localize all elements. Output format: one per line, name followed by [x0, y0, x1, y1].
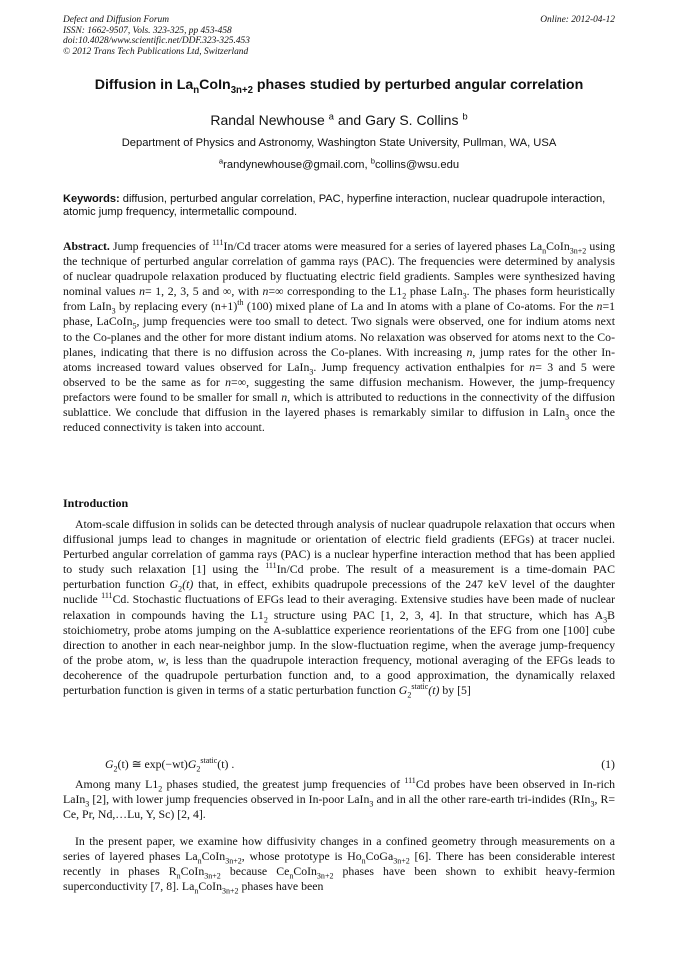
- email-a: randynewhouse@gmail.com,: [223, 159, 371, 171]
- intro-paragraph-3: In the present paper, we examine how diffusivity changes in a confined geometry through measurements on a series of layered phases $La_nCoIn_{3n+2}$, whose prototype is $Ho_nCoGa_{3n+2}$ [6]. There has been considerable interest recently in phases $R_nCoIn_{3n+2}$ because $Ce_nCoIn_{3n+2}$ phases have been shown to exhibit heavy-fermion superconductivity [7, 8]. $La_nCoIn_{3n+2}$ phases have been: [63, 834, 615, 896]
- email-b: collins@wsu.edu: [374, 159, 460, 171]
- abstract-label: Abstract.: [63, 239, 110, 253]
- author-emails: $^a$randynewhouse@gmail.com, $^b$collins@wsu.edu: [218, 156, 460, 171]
- online-date: Online: 2012-04-12: [540, 15, 615, 25]
- issn-line: ISSN: 1662-9507, Vols. 323-325, pp 453-458: [63, 25, 232, 36]
- section-heading-introduction: Introduction: [63, 496, 129, 510]
- equation-number: (1): [601, 757, 615, 771]
- paper-title: Diffusion in $La_nCoIn_{3n+2}$ phases studied by perturbed angular correlation: [94, 77, 584, 96]
- keywords: [63, 193, 615, 220]
- author-1: Randal Newhouse: [210, 112, 325, 128]
- equation-body: $G_2(t)$ ≅ $\exp(-wt)G_2^{static}(t)$ .: [105, 756, 235, 774]
- doi-line: doi:10.4028/www.scientific.net/DDF.323-325.453: [63, 36, 250, 47]
- intro-paragraph-2: Among many $L1_2$ phases studied, the greatest jump frequencies of $^{111}$Cd probes have been observed in In-rich LaIn$_3$ [2], with lower jump frequencies observed in In-poor LaIn$_3$ and in all the other rare-earth tri-indides (RIn$_3$, R= Ce, Pr, Nd,…Lu, Y, Sc) [2, 4].: [63, 776, 616, 822]
- intro-paragraph-1: Atom-scale diffusion in solids can be detected through analysis of nuclear quadrupole relaxation that occurs when diffusional jumps lead to changes in magnitude or orientation of electric field gradients (EFGs) at tracer nuclei. Perturbed angular correlation of gamma rays (PAC) is a nuclear hyperfine interaction method that has been applied to study such relaxation [1] using the $^{111}$In/Cd probe. The result of a measurement is a time-domain PAC perturbation function $G_2(t)$ that, in effect, exhibits quadrupole precessions of the 247 keV level of the daughter nuclide $^{111}$Cd. Stochastic fluctuations of EFGs lead to their averaging. Extensive studies have been made of nuclear relaxation in compounds having the $L1_2$ structure using PAC [1, 2, 3, 4]. In that structure, which has $A_3B$ stoichiometry, probe atoms jumping on the A-sublattice experience reorientations of the EFG from one [100] cube direction to another in each near-neighbor jump. In the slow-fluctuation regime, when the average jump-frequency of the probe atom, w, is less than the quadrupole interaction frequency, motional averaging of the EFGs leads to decoherence of the quadrupole perturbation function and, to a good approximation, the dynamically relaxed perturbation function is given in terms of a static perturbation function $G_2^{static}(t)$ by [5]: [63, 517, 616, 700]
- equation-1: [63, 757, 615, 775]
- journal-name: Defect and Diffusion Forum: [63, 15, 169, 25]
- keywords-text: diffusion, perturbed angular correlation, PAC, hyperfine interaction, nuclear quadrupole interaction, atomic jump frequency, intermetallic compound.: [63, 193, 606, 219]
- copyright-line: © 2012 Trans Tech Publications Ltd, Switzerland: [63, 46, 249, 57]
- affiliation: Department of Physics and Astronomy, Washington State University, Pullman, WA, USA: [121, 137, 557, 149]
- journal-header: [63, 15, 615, 57]
- keywords-label: Keywords:: [63, 193, 120, 205]
- abstract: Abstract. Jump frequencies of $^{111}$In/Cd tracer atoms were measured for a series of layered phases $La_nCoIn_{3n+2}$ using the technique of perturbed angular correlation of gamma rays (PAC). The frequencies were determined by analysis of nuclear quadrupole relaxation produced by fluctuating electric field gradients. Samples were synthesized having nominal values n= 1, 2, 3, 5 and ∞, with n=∞ corresponding to the $L1_2$ phase LaIn$_3$. The phases form heuristically from LaIn$_3$ by replacing every $(n+1)^{th}$ (100) mixed plane of La and In atoms with a plane of Co-atoms. For the n=1 phase, LaCoIn$_5$, jump frequencies were too small to detect. Two signals were observed, one for indium atoms next to the Co-planes and the other for more distant indium atoms. No relaxation was observed for atoms next to the Co-planes, indicating that there is no diffusion across the Co-planes. With increasing n, jump rates for the other In-atoms increased toward values observed for LaIn$_3$. Jump frequency activation enthalpies for n= 3 and 5 were observed to be the same as for n=∞, suggesting the same diffusion mechanism. However, the jump-frequency prefactors were found to be smaller for small n, which is attributed to reductions in the connectivity of the diffusion sublattice. We conclude that diffusion in the layered phases is remarkably similar to diffusion in LaIn$_3$ once the reduced connectivity is taken into account.: [63, 238, 616, 435]
- authors: Randal Newhouse $^a$ and Gary S. Collins $^b$: [210, 111, 468, 128]
- author-2: Gary S. Collins: [365, 112, 459, 128]
